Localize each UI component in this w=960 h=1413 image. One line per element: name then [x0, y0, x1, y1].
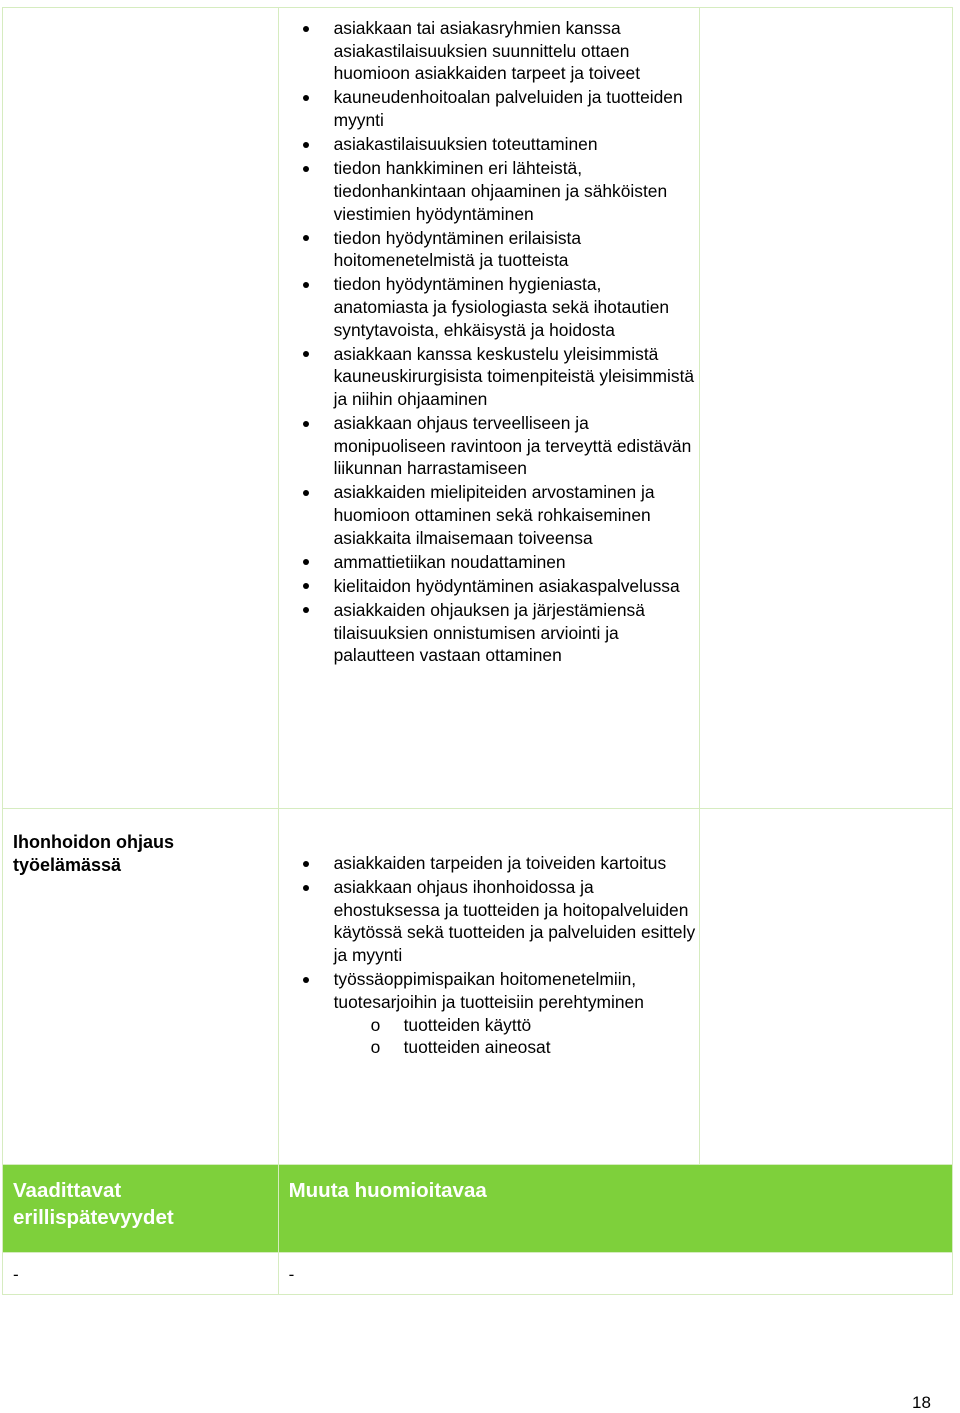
list-item: asiakkaan tai asiakasryhmien kanssa asiakastilaisuuksien suunnittelu ottaen huomioon asiakkaiden tarpeet ja toiveet	[279, 17, 700, 85]
requirements-header-cell	[3, 1165, 279, 1253]
table-row	[3, 1165, 953, 1253]
circle-bullet: o	[370, 1014, 381, 1035]
content-cell	[278, 8, 700, 809]
requirements-heading: Vaadittavat erillispätevyydet	[13, 1179, 174, 1229]
section-heading: Ihonhoidon ohjaus työelämässä	[3, 809, 279, 1165]
sub-item-text: tuotteiden käyttö	[403, 1014, 532, 1035]
requirements-value: -	[3, 1253, 279, 1295]
list-item: asiakastilaisuuksien toteuttaminen	[279, 133, 700, 156]
competence-table	[2, 7, 953, 1295]
empty-cell	[700, 809, 953, 1165]
list-item: asiakkaan kanssa keskustelu yleisimmistä kauneuskirurgisista toimenpiteistä yleisimmistä ja niihin ohjaaminen	[279, 343, 700, 411]
sub-list-item	[279, 1036, 700, 1059]
empty-cell	[3, 8, 279, 809]
bullet-list	[279, 852, 700, 1059]
list-item: tiedon hyödyntäminen erilaisista hoitomenetelmistä ja tuotteista	[279, 227, 700, 272]
bullet-list	[279, 17, 700, 667]
list-item: asiakkaiden ohjauksen ja järjestämiensä tilaisuuksien onnistumisen arviointi ja palautteen vastaan ottaminen	[279, 599, 700, 667]
sub-item-text: tuotteiden aineosat	[403, 1037, 551, 1058]
list-item: asiakkaan ohjaus ihonhoidossa ja ehostuksessa ja tuotteiden ja hoitopalveluiden käytössä sekä tuotteiden ja palveluiden esittely ja myynti	[279, 876, 700, 967]
notes-heading: Muuta huomioitavaa	[288, 1179, 487, 1202]
list-item: kauneudenhoitoalan palveluiden ja tuotteiden myynti	[279, 86, 700, 131]
notes-header-cell	[278, 1165, 952, 1253]
notes-value: -	[278, 1253, 952, 1295]
list-item: asiakkaan ohjaus terveelliseen ja monipuoliseen ravintoon ja terveyttä edistävän liikunnan harrastamiseen	[279, 412, 700, 480]
empty-cell	[700, 8, 953, 809]
list-item: asiakkaiden mielipiteiden arvostaminen ja huomioon ottaminen sekä rohkaiseminen asiakkaita ilmaisemaan toiveensa	[279, 481, 700, 549]
table-row	[3, 8, 953, 809]
circle-bullet: o	[370, 1037, 381, 1058]
list-item-text: työssäoppimispaikan hoitomenetelmiin, tuotesarjoihin ja tuotteisiin perehtyminen	[333, 969, 644, 1012]
sub-list	[334, 1014, 700, 1059]
list-item: kielitaidon hyödyntäminen asiakaspalvelussa	[279, 575, 700, 598]
sub-list-item	[279, 1014, 700, 1037]
table-row	[3, 1253, 953, 1295]
list-item: asiakkaiden tarpeiden ja toiveiden kartoitus	[279, 852, 700, 875]
list-item: ammattietiikan noudattaminen	[279, 551, 700, 574]
content-cell	[278, 809, 700, 1165]
table-row	[3, 809, 953, 1165]
list-item: tiedon hankkiminen eri lähteistä, tiedonhankintaan ohjaaminen ja sähköisten viestimien hyödyntäminen	[279, 157, 700, 225]
list-item: tiedon hyödyntäminen hygieniasta, anatomiasta ja fysiologiasta sekä ihotautien syntytavoista, ehkäisystä ja hoidosta	[279, 273, 700, 341]
page-number: 18	[912, 1393, 931, 1412]
list-item	[279, 968, 700, 1059]
